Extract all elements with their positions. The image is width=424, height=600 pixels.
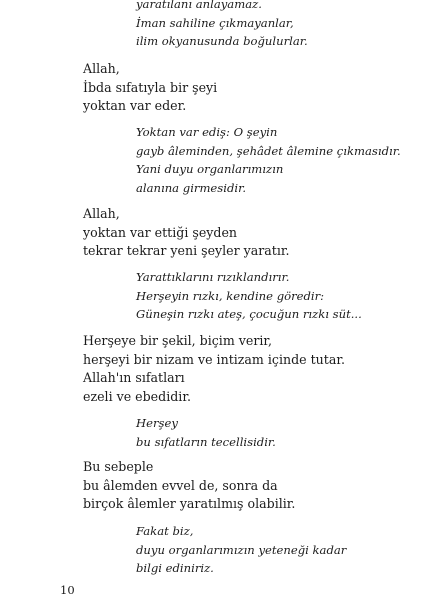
text-line: Yarattıklarını rızıklandırır. [136,270,290,284]
italic-stanza-5 [136,522,346,578]
text-line: duyu organlarımızın yeteneği kadar [136,542,347,557]
text-line: Herşeye bir şekil, biçim verir, [83,333,273,348]
verse-stanza-2 [83,205,290,261]
text-line: yaratılanı anlayamaz. [136,0,262,11]
text-line: yoktan var eder. [83,98,187,114]
text-line: alanına girmesidir. [136,180,247,195]
text-line: Allah'ın sıfatları [83,370,185,386]
text-line: Güneşin rızkı ateş, çocuğun rızkı süt... [136,307,362,322]
text-line: ezeli ve ebedidir. [83,388,191,404]
italic-stanza-4 [136,414,276,451]
text-line: ilim okyanusunda boğulurlar. [136,34,308,49]
text-line: bu âlemden evvel de, sonra da [83,477,278,493]
text-line: bilgi ediniriz. [136,561,214,576]
italic-stanza-1 [136,0,308,51]
text-line: yoktan var ettiği şeyden [83,224,238,240]
text-line: tekrar tekrar yeni şeyler yaratır. [83,243,290,259]
italic-stanza-3 [136,268,362,324]
text-line: gayb âleminden, şehâdet âlemine çıkmasıdır. [136,143,401,158]
verse-stanza-4 [83,458,295,514]
page-number: 10 [60,583,75,597]
text-line: İman sahiline çıkmayanlar, [136,15,294,30]
text-line: herşeyi bir nizam ve intizam içinde tutar. [83,351,345,367]
text-line: Yoktan var ediş: O şeyin [136,125,278,139]
text-line: Herşeyin rızkı, kendine göredir: [136,288,325,303]
text-line: Bu sebeple [83,459,154,474]
text-line: birçok âlemler yaratılmış olabilir. [83,496,296,512]
text-line: Fakat biz, [136,524,194,538]
text-line: Allah, [83,61,120,76]
italic-stanza-2 [136,123,401,197]
text-line: Allah, [83,206,120,221]
verse-stanza-3 [83,332,345,406]
text-line: İbda sıfatıyla bir şeyi [83,79,218,95]
verse-stanza-1 [83,60,217,116]
text-line: bu sıfatların tecellisidir. [136,434,276,449]
text-line: Yani duyu organlarımızın [136,162,284,177]
text-line: Herşey [136,416,178,430]
